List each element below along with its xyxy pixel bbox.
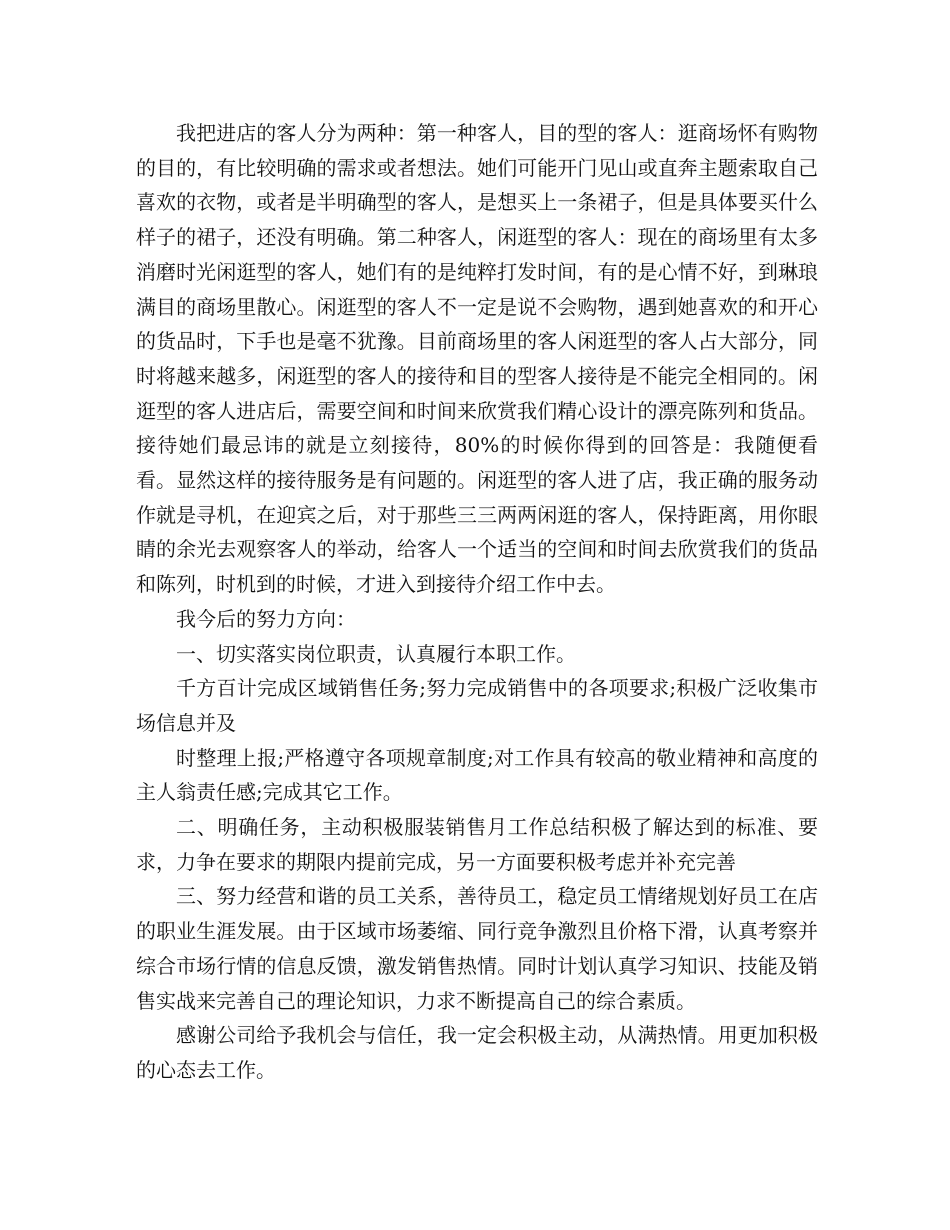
paragraph-future-direction-heading: 我今后的努力方向： — [176, 606, 356, 631]
paragraph-item-two: 二、明确任务，主动积极服装销售月工作总结积极了解达到的标准、要求，力争在要求的期限内提前完成，另一方面要积极考虑并补充完善 — [136, 815, 818, 874]
document-body — [136, 116, 818, 1088]
paragraph-item-three: 三、努力经营和谐的员工关系，善待员工，稳定员工情绪规划好员工在店的职业生涯发展。由于区域市场萎缩、同行竞争激烈且价格下滑，认真考察并综合市场行情的信息反馈，激发销售热情。同时计划认真学习知识、技能及销售实战来完善自己的理论知识，力求不断提高自己的综合素质。 — [136, 884, 818, 1013]
paragraph-reporting: 时整理上报;严格遵守各项规章制度;对工作具有较高的敬业精神和高度的主人翁责任感;完成其它工作。 — [136, 745, 818, 805]
paragraph-sales-tasks: 千方百计完成区域销售任务;努力完成销售中的各项要求;积极广泛收集市场信息并及 — [136, 676, 818, 735]
paragraph-customer-types: 我把进店的客人分为两种：第一种客人，目的型的客人：逛商场怀有购物的目的，有比较明确的需求或者想法。她们可能开门见山或直奔主题索取自己喜欢的衣物，或者是半明确型的客人，是想买上一条裙子，但是具体要买什么样子的裙子，还没有明确。第二种客人，闲逛型的客人：现在的商场里有太多消磨时光闲逛型的客人，她们有的是纯粹打发时间，有的是心情不好，到琳琅满目的商场里散心。闲逛型的客人不一定是说不会购物，遇到她喜欢的和开心的货品时，下手也是毫不犹豫。目前商场里的客人闲逛型的客人占大部分，同时将越来越多，闲逛型的客人的接待和目的型客人接待是不能完全相同的。闲逛型的客人进店后，需要空间和时间来欣赏我们精心设计的漂亮陈列和货品。接待她们最忌讳的就是立刻接待，80%的时候你得到的回答是：我随便看看。显然这样的接待服务是有问题的。闲逛型的客人进了店，我正确的服务动作就是寻机，在迎宾之后，对于那些三三两两闲逛的客人，保持距离，用你眼睛的余光去观察客人的举动，给客人一个适当的空间和时间去欣赏我们的货品和陈列，时机到的时候，才进入到接待介绍工作中去。 — [136, 121, 818, 597]
paragraph-closing: 感谢公司给予我机会与信任，我一定会积极主动，从满热情。用更加积极的心态去工作。 — [136, 1023, 818, 1082]
paragraph-item-one: 一、切实落实岗位职责，认真履行本职工作。 — [176, 641, 576, 666]
